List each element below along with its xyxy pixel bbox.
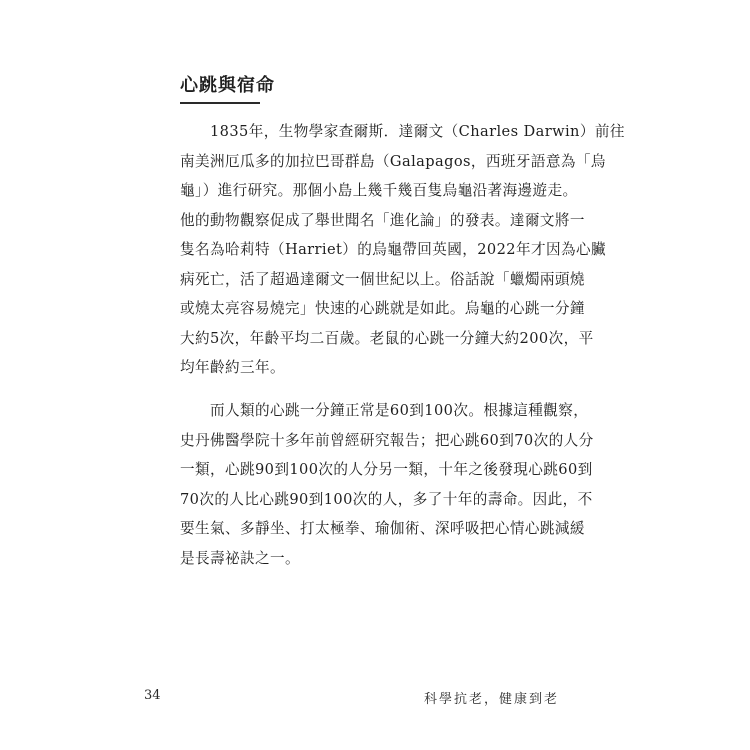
page-number: 34 xyxy=(144,688,161,703)
text-line: 一類，心跳90到100次的人分另一類，十年之後發現心跳60到 xyxy=(180,461,593,478)
text-line: 要生氣、多靜坐、打太極拳、瑜伽術、深呼吸把心情心跳減緩 xyxy=(180,520,585,537)
text-line: 70次的人比心跳90到100次的人，多了十年的壽命。因此，不 xyxy=(180,490,593,508)
paragraph-darwin xyxy=(180,117,625,383)
text-line: 1835年，生物學家查爾斯．達爾文（Charles Darwin）前往 xyxy=(180,123,625,140)
heading-underline xyxy=(180,102,260,104)
text-line: 而人類的心跳一分鐘正常是60到100次。根據這種觀察， xyxy=(180,402,589,419)
text-line: 南美洲厄瓜多的加拉巴哥群島（Galapagos，西班牙語意為「烏 xyxy=(180,152,606,170)
text-line: 病死亡，活了超過達爾文一個世紀以上。俗話說「蠟燭兩頭燒 xyxy=(180,270,585,288)
text-line: 大約5次，年齡平均二百歲。老鼠的心跳一分鐘大約200次，平 xyxy=(180,329,594,347)
text-line: 他的動物觀察促成了舉世聞名「進化論」的發表。達爾文將一 xyxy=(180,211,585,229)
text-line: 是長壽祕訣之一。 xyxy=(180,549,300,567)
paragraph-human-heartbeat xyxy=(180,396,594,573)
text-line: 龜」）進行研究。那個小島上幾千幾百隻烏龜沿著海邊遊走。 xyxy=(180,182,578,199)
running-footer-title: 科學抗老，健康到老 xyxy=(424,692,560,707)
text-line: 或燒太亮容易燒完」快速的心跳就是如此。烏龜的心跳一分鐘 xyxy=(180,300,585,317)
text-line: 均年齡約三年。 xyxy=(180,359,285,376)
text-line: 史丹佛醫學院十多年前曾經研究報告；把心跳60到70次的人分 xyxy=(180,431,594,449)
section-heading: 心跳與宿命 xyxy=(180,75,275,96)
text-line: 隻名為哈莉特（Harriet）的烏龜帶回英國，2022年才因為心臟 xyxy=(180,241,606,258)
